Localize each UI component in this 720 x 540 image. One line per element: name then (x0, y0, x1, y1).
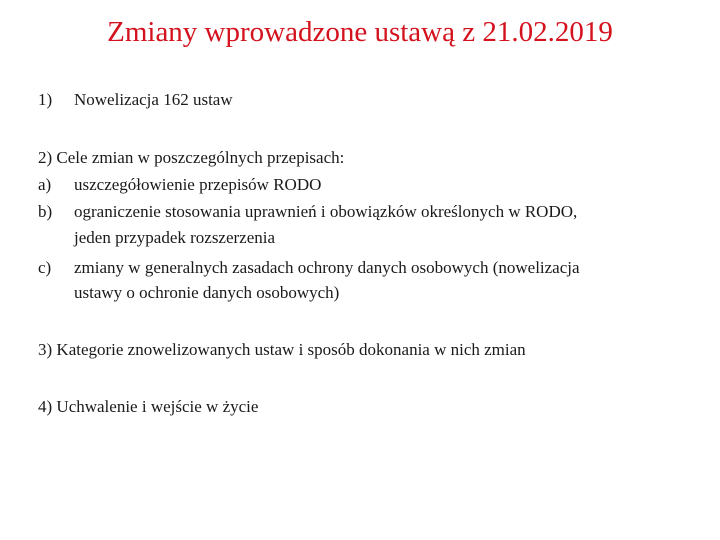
sub-item-c-text-line-1: zmiany w generalnych zasadach ochrony danych osobowych (nowelizacja (74, 258, 580, 277)
sub-item-a-text: uszczegółowienie przepisów RODO (74, 175, 322, 194)
sub-item-b-text-line-2: jeden przypadek rozszerzenia (74, 228, 276, 247)
slide-title: Zmiany wprowadzone ustawą z 21.02.2019 (107, 16, 613, 48)
list-item-4: 4) Uchwalenie i wejście w życie (38, 397, 259, 416)
sub-item-b-text-line-1: ograniczenie stosowania uprawnień i obowiązków określonych w RODO, (74, 202, 578, 221)
sub-item-c-text-line-2: ustawy o ochronie danych osobowych) (74, 283, 340, 302)
list-item-3: 3) Kategorie znowelizowanych ustaw i sposób dokonania w nich zmian (38, 340, 526, 359)
list-item-2-heading: 2) Cele zmian w poszczególnych przepisach: (38, 148, 345, 167)
list-item-1-text: Nowelizacja 162 ustaw (74, 90, 233, 109)
sub-item-b-marker: b) (38, 202, 53, 221)
list-item-1-marker: 1) (38, 90, 53, 109)
sub-item-a-marker: a) (38, 175, 52, 194)
sub-item-c-marker: c) (38, 258, 52, 277)
